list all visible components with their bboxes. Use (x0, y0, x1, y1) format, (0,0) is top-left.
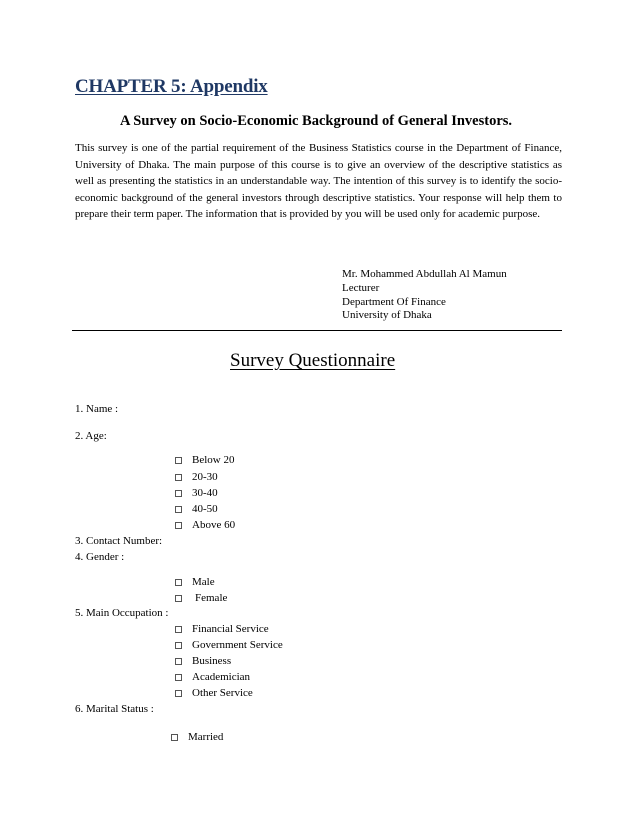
checkbox-icon[interactable] (175, 690, 182, 697)
signature-block (342, 268, 507, 323)
option-gender-male[interactable]: Male (175, 576, 215, 588)
checkbox-icon[interactable] (175, 490, 182, 497)
signature-department: Department Of Finance (342, 295, 446, 308)
option-occupation-academician[interactable]: Academician (175, 671, 250, 683)
question-gender: 4. Gender : (75, 551, 125, 563)
checkbox-icon[interactable] (175, 626, 182, 633)
signature-university: University of Dhaka (342, 309, 432, 322)
option-occupation-government-service[interactable]: Government Service (175, 639, 283, 651)
option-age-40-50[interactable]: 40-50 (175, 503, 218, 515)
checkbox-icon[interactable] (175, 457, 182, 464)
option-age-above-60[interactable]: Above 60 (175, 519, 235, 531)
checkbox-icon[interactable] (175, 642, 182, 649)
signature-title: Lecturer (342, 281, 380, 294)
question-name: 1. Name : (75, 403, 119, 415)
checkbox-icon[interactable] (175, 522, 182, 529)
question-age: 2. Age: (75, 430, 107, 442)
option-occupation-other-service[interactable]: Other Service (175, 687, 253, 699)
checkbox-icon[interactable] (175, 474, 182, 481)
section-divider (72, 330, 562, 331)
checkbox-icon[interactable] (175, 674, 182, 681)
option-age-30-40[interactable]: 30-40 (175, 487, 218, 499)
survey-heading: A Survey on Socio-Economic Background of General Investors. (120, 113, 513, 129)
signature-name: Mr. Mohammed Abdullah Al Mamun (342, 268, 507, 280)
questionnaire-title: Survey Questionnaire (230, 350, 396, 371)
option-occupation-financial-service[interactable]: Financial Service (175, 623, 269, 635)
option-marital-married[interactable]: Married (171, 731, 223, 743)
intro-paragraph: This survey is one of the partial requirement of the Business Statistics course in the Department of Finance, University of Dhaka. The main purpose of this course is to give an overview of the descriptive statistics as well as presenting the statistics in an understandable way. The intention of this survey is to identify the socio-economic background of the general investors through descriptive statistics. Your response will help them to prepare their term paper. The information that is provided by you will be used only for academic purpose. (75, 142, 562, 221)
option-age-20-30[interactable]: 20-30 (175, 471, 218, 483)
checkbox-icon[interactable] (175, 658, 182, 665)
checkbox-icon[interactable] (175, 595, 182, 602)
question-main-occupation: 5. Main Occupation : (75, 607, 169, 619)
question-marital-status: 6. Marital Status : (75, 703, 154, 715)
chapter-title: CHAPTER 5: Appendix (75, 76, 268, 97)
option-gender-female[interactable]: Female (175, 592, 227, 604)
option-age-below-20[interactable]: Below 20 (175, 454, 234, 466)
question-contact-number: 3. Contact Number: (75, 535, 163, 547)
checkbox-icon[interactable] (171, 734, 178, 741)
checkbox-icon[interactable] (175, 506, 182, 513)
option-occupation-business[interactable]: Business (175, 655, 231, 667)
checkbox-icon[interactable] (175, 579, 182, 586)
